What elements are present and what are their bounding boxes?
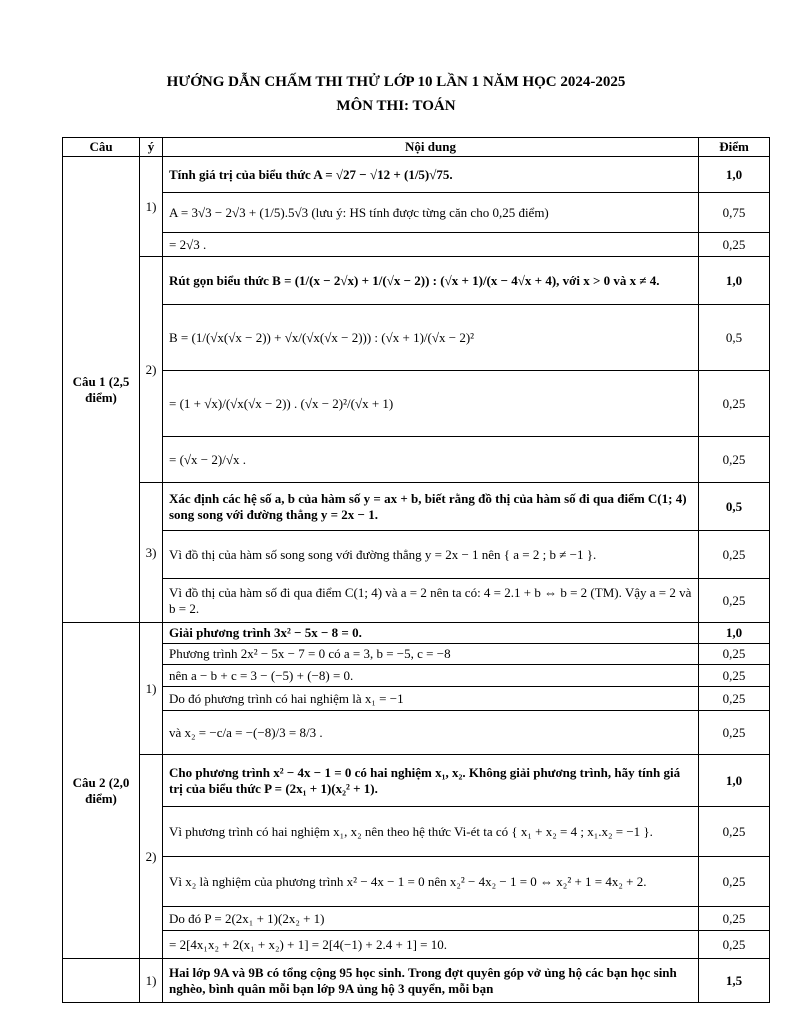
header-diem: Điểm xyxy=(699,138,770,157)
score-cell: 0,25 xyxy=(699,665,770,687)
score-cell: 0,25 xyxy=(699,687,770,711)
document-title: HƯỚNG DẪN CHẤM THI THỬ LỚP 10 LẦN 1 NĂM HỌC 2024-2025 xyxy=(166,74,626,90)
table-row xyxy=(63,371,770,437)
table-row xyxy=(63,623,770,644)
answer-content: Vì đồ thị của hàm số song song với đường thẳng y = 2x − 1 nên { a = 2 ; b ≠ −1 }. xyxy=(163,531,699,579)
cau-cell xyxy=(63,623,140,959)
table-row xyxy=(63,157,770,193)
table-row xyxy=(63,531,770,579)
y-cell: 3) xyxy=(140,483,163,623)
table-row xyxy=(63,907,770,931)
cau-cell xyxy=(63,959,140,1003)
header-y: ý xyxy=(140,138,163,157)
table-row xyxy=(63,711,770,755)
answer-content: và x₂ = −c/a = −(−8)/3 = 8/3 . xyxy=(163,711,699,755)
header-cau: Câu xyxy=(63,138,140,157)
score-cell: 0,25 xyxy=(699,857,770,907)
score-cell: 0,25 xyxy=(699,931,770,959)
grading-table xyxy=(62,137,770,1003)
y-cell: 1) xyxy=(140,959,163,1003)
answer-content: nên a − b + c = 3 − (−5) + (−8) = 0. xyxy=(163,665,699,687)
table-row xyxy=(63,257,770,305)
question-content: Tính giá trị của biểu thức A = √27 − √12 + (1/5)√75. xyxy=(163,157,699,193)
table-row xyxy=(63,755,770,807)
answer-content: = (1 + √x)/(√x(√x − 2)) . (√x − 2)²/(√x + 1) xyxy=(163,371,699,437)
table-row xyxy=(63,857,770,907)
y-cell: 1) xyxy=(140,623,163,755)
score-cell: 0,75 xyxy=(699,193,770,233)
table-row xyxy=(63,193,770,233)
score-cell: 1,0 xyxy=(699,623,770,644)
answer-content: = 2√3 . xyxy=(163,233,699,257)
table-row xyxy=(63,644,770,665)
table-row xyxy=(63,305,770,371)
score-cell: 0,25 xyxy=(699,907,770,931)
score-cell: 0,25 xyxy=(699,807,770,857)
question-content: Cho phương trình x² − 4x − 1 = 0 có hai nghiệm x₁, x₂. Không giải phương trình, hãy tính giá trị của biểu thức P = (2x₁ + 1)(x₂² + 1). xyxy=(163,755,699,807)
score-cell: 1,0 xyxy=(699,157,770,193)
table-row xyxy=(63,959,770,1003)
answer-content: Do đó P = 2(2x₁ + 1)(2x₂ + 1) xyxy=(163,907,699,931)
score-cell: 0,25 xyxy=(699,531,770,579)
score-cell: 0,25 xyxy=(699,711,770,755)
score-cell: 0,25 xyxy=(699,371,770,437)
answer-content: Vì phương trình có hai nghiệm x₁, x₂ nên theo hệ thức Vi-ét ta có { x₁ + x₂ = 4 ; x₁.x₂ = −1 }. xyxy=(163,807,699,857)
question-content: Hai lớp 9A và 9B có tổng cộng 95 học sinh. Trong đợt quyên góp vở ủng hộ các bạn học sinh nghèo, bình quân mỗi bạn lớp 9A ủng hộ 3 quyển, mỗi bạn xyxy=(163,959,699,1003)
table-row xyxy=(63,579,770,623)
table-row xyxy=(63,437,770,483)
answer-content: Phương trình 2x² − 5x − 7 = 0 có a = 3, b = −5, c = −8 xyxy=(163,644,699,665)
score-cell: 1,5 xyxy=(699,959,770,1003)
question-content: Giải phương trình 3x² − 5x − 8 = 0. xyxy=(163,623,699,644)
answer-content: Vì đồ thị của hàm số đi qua điểm C(1; 4) và a = 2 nên ta có: 4 = 2.1 + b ⇔ b = 2 (TM). Vậy a = 2 và b = 2. xyxy=(163,579,699,623)
answer-content: = 2[4x₁x₂ + 2(x₁ + x₂) + 1] = 2[4(−1) + 2.4 + 1] = 10. xyxy=(163,931,699,959)
cau-label: Câu 1 (2,5 điểm) xyxy=(72,373,130,405)
y-cell: 2) xyxy=(140,257,163,483)
cau-label: Câu 2 (2,0 điểm) xyxy=(72,774,130,806)
answer-content: A = 3√3 − 2√3 + (1/5).5√3 (lưu ý: HS tính được từng căn cho 0,25 điểm) xyxy=(163,193,699,233)
table-row xyxy=(63,483,770,531)
y-cell: 1) xyxy=(140,157,163,257)
table-row xyxy=(63,665,770,687)
score-cell: 0,25 xyxy=(699,437,770,483)
header-noi-dung: Nội dung xyxy=(163,138,699,157)
cau-cell xyxy=(63,157,140,623)
score-cell: 0,25 xyxy=(699,579,770,623)
table-row xyxy=(63,807,770,857)
answer-content: Vì x₂ là nghiệm của phương trình x² − 4x − 1 = 0 nên x₂² − 4x₂ − 1 = 0 ⇔ x₂² + 1 = 4x₂ + 2. xyxy=(163,857,699,907)
score-cell: 0,25 xyxy=(699,233,770,257)
score-cell: 0,5 xyxy=(699,483,770,531)
question-content: Xác định các hệ số a, b của hàm số y = ax + b, biết rằng đồ thị của hàm số đi qua điểm C(1; 4) song song với đường thẳng y = 2x − 1. xyxy=(163,483,699,531)
subject-title: MÔN THI: TOÁN xyxy=(336,98,456,114)
answer-content: = (√x − 2)/√x . xyxy=(163,437,699,483)
question-content: Rút gọn biểu thức B = (1/(x − 2√x) + 1/(√x − 2)) : (√x + 1)/(x − 4√x + 4), với x > 0 và x ≠ 4. xyxy=(163,257,699,305)
table-row xyxy=(63,687,770,711)
answer-content: Do đó phương trình có hai nghiệm là x₁ = −1 xyxy=(163,687,699,711)
y-cell: 2) xyxy=(140,755,163,959)
table-row xyxy=(63,233,770,257)
table-row xyxy=(63,931,770,959)
score-cell: 1,0 xyxy=(699,755,770,807)
score-cell: 1,0 xyxy=(699,257,770,305)
table-header-row xyxy=(63,138,770,157)
score-cell: 0,25 xyxy=(699,644,770,665)
answer-content: B = (1/(√x(√x − 2)) + √x/(√x(√x − 2))) : (√x + 1)/(√x − 2)² xyxy=(163,305,699,371)
score-cell: 0,5 xyxy=(699,305,770,371)
table-body xyxy=(63,157,770,1003)
